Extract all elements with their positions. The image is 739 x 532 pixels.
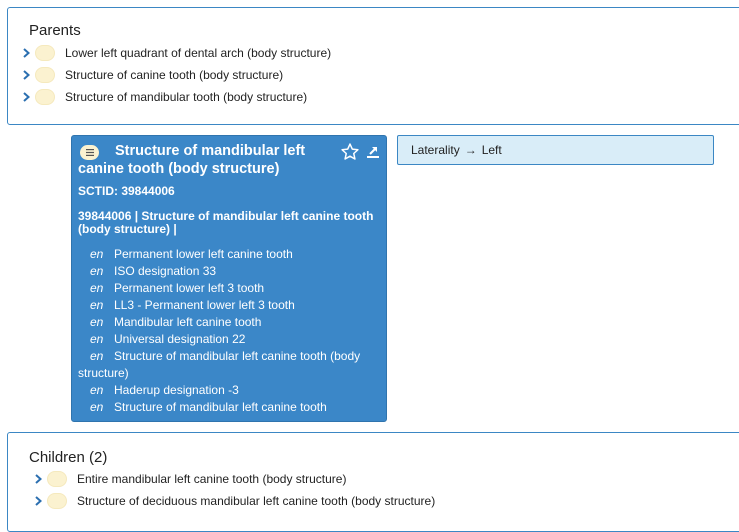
description-term: Haderup designation -3 bbox=[114, 383, 239, 397]
description-lang: en bbox=[90, 264, 104, 278]
parent-item[interactable] bbox=[21, 43, 331, 63]
child-item[interactable] bbox=[33, 491, 435, 511]
description-term: Mandibular left canine tooth bbox=[114, 315, 262, 329]
description-item bbox=[78, 382, 374, 399]
concept-fsn-line: 39844006 | Structure of mandibular left canine tooth (body structure) | bbox=[78, 209, 374, 236]
description-lang: en bbox=[90, 247, 104, 261]
children-panel bbox=[7, 432, 739, 532]
description-lang: en bbox=[90, 332, 104, 346]
attribute-name[interactable]: Laterality bbox=[411, 143, 460, 157]
description-item bbox=[78, 314, 374, 331]
child-label[interactable]: Structure of deciduous mandibular left canine tooth (body structure) bbox=[77, 494, 436, 508]
description-lang: en bbox=[90, 281, 104, 295]
children-title: Children (2) bbox=[29, 449, 108, 466]
chevron-right-icon[interactable] bbox=[21, 47, 31, 59]
attribute-value[interactable]: Left bbox=[481, 143, 502, 157]
description-item bbox=[78, 348, 374, 382]
chevron-right-icon[interactable] bbox=[33, 495, 43, 507]
parents-title: Parents bbox=[29, 22, 81, 39]
description-item bbox=[78, 399, 374, 416]
parents-panel bbox=[7, 7, 739, 125]
child-label[interactable]: Entire mandibular left canine tooth (body structure) bbox=[77, 472, 347, 486]
attribute-relationship[interactable] bbox=[397, 135, 714, 165]
description-item bbox=[78, 331, 374, 348]
description-lang: en bbox=[90, 298, 104, 312]
parent-item[interactable] bbox=[21, 87, 307, 107]
description-item bbox=[78, 280, 374, 297]
description-lang: en bbox=[90, 315, 104, 329]
concept-pill-icon bbox=[35, 89, 55, 105]
description-term: ISO designation 33 bbox=[114, 264, 217, 278]
description-lang: en bbox=[90, 400, 104, 414]
star-outline-icon[interactable] bbox=[340, 142, 360, 162]
description-term: Structure of mandibular left canine tooth (body structure) bbox=[78, 349, 361, 380]
parent-label[interactable]: Lower left quadrant of dental arch (body structure) bbox=[65, 46, 332, 60]
chevron-right-icon[interactable] bbox=[21, 91, 31, 103]
description-term: Permanent lower left 3 tooth bbox=[114, 281, 265, 295]
description-term: Structure of mandibular left canine tooth bbox=[114, 400, 327, 414]
export-icon[interactable] bbox=[366, 145, 380, 159]
chevron-right-icon[interactable] bbox=[21, 69, 31, 81]
description-lang: en bbox=[90, 349, 104, 363]
parent-label[interactable]: Structure of canine tooth (body structure) bbox=[65, 68, 284, 82]
arrow-right-icon: → bbox=[464, 143, 477, 157]
concept-pill-icon bbox=[47, 493, 67, 509]
description-item bbox=[78, 297, 374, 314]
child-item[interactable] bbox=[33, 469, 346, 489]
concept-title: Structure of mandibular left canine tooth (body structure) bbox=[78, 143, 306, 177]
concept-sctid: SCTID: 39844006 bbox=[78, 184, 175, 198]
concept-pill-icon bbox=[47, 471, 67, 487]
description-term: LL3 - Permanent lower left 3 tooth bbox=[114, 298, 295, 312]
concept-pill-icon bbox=[35, 45, 55, 61]
description-item bbox=[78, 246, 374, 263]
chevron-right-icon[interactable] bbox=[33, 473, 43, 485]
parent-label[interactable]: Structure of mandibular tooth (body structure) bbox=[65, 90, 308, 104]
description-term: Universal designation 22 bbox=[114, 332, 246, 346]
concept-pill-icon bbox=[35, 67, 55, 83]
description-lang: en bbox=[90, 383, 104, 397]
parent-item[interactable] bbox=[21, 65, 283, 85]
focus-concept-card bbox=[71, 135, 387, 422]
description-item bbox=[78, 263, 374, 280]
description-term: Permanent lower left canine tooth bbox=[114, 247, 293, 261]
